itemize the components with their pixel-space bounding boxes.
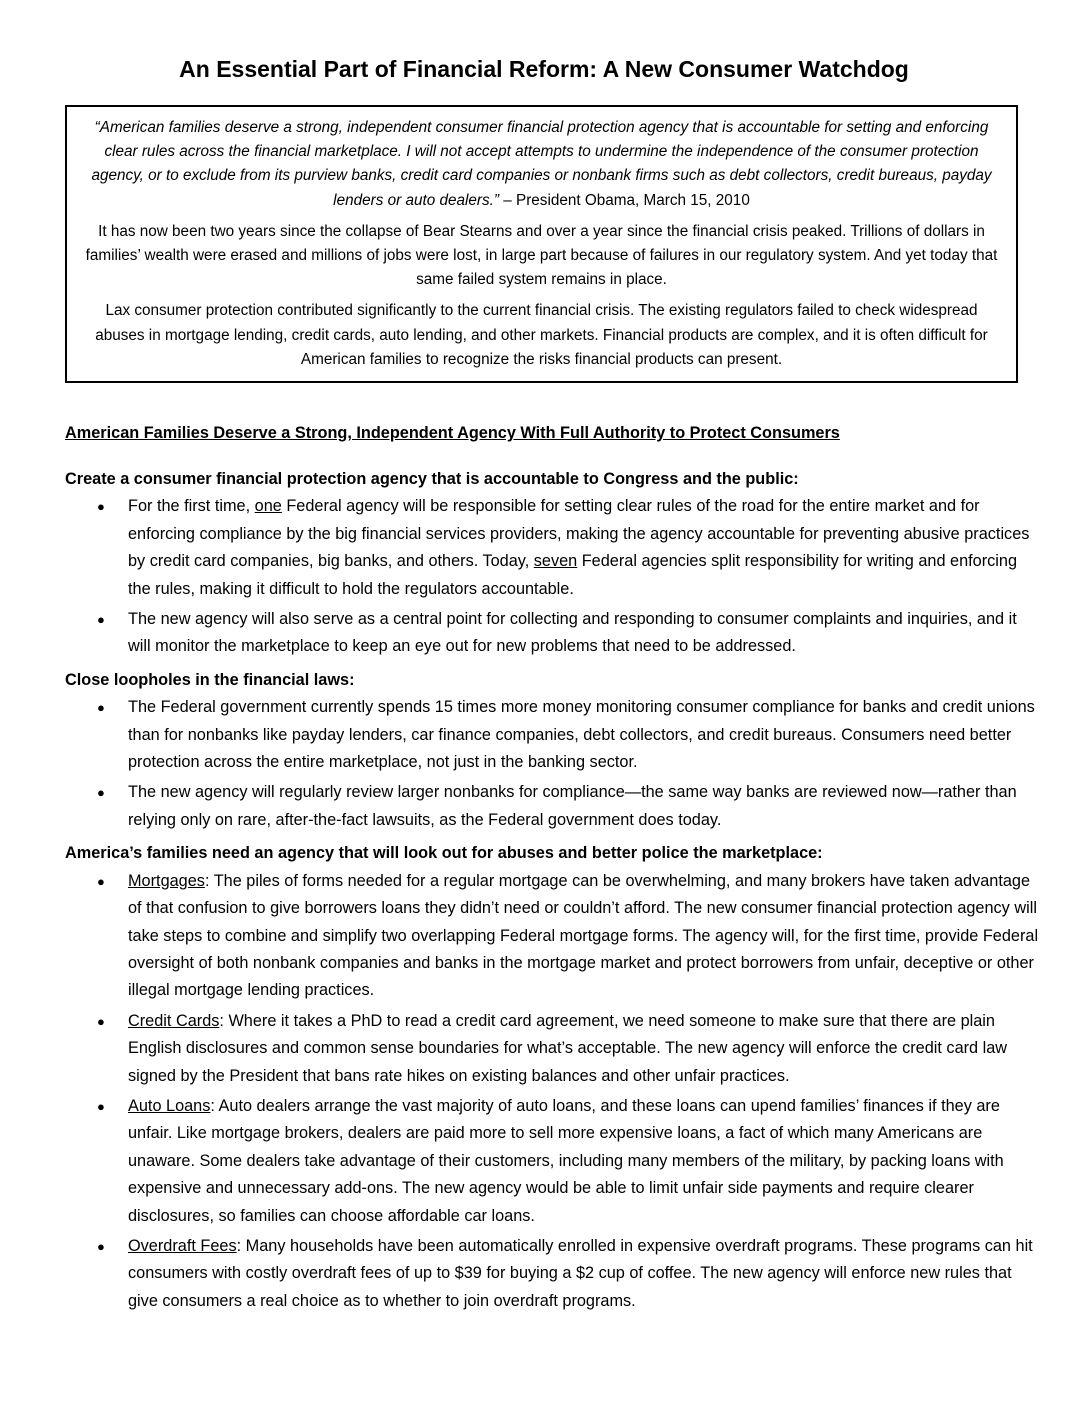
bullet-text: : Where it takes a PhD to read a credit card agreement, we need someone to make sure that there are plain English disclosures and common sense boundaries for what’s acceptable. The new agency will enforce the credit card law signed by the President that bans rate hikes on existing balances and other unfair practices. [128, 1011, 1008, 1085]
bullet-text: Federal agency will be responsible for setting clear rules of the road for the entire market and for enforcing compliance by the big financial services providers, making the agency accountable for preventing abusive practices by credit card companies, big banks, and others. Today, [128, 497, 1030, 571]
quote-attribution: – President Obama, March 15, 2010 [498, 191, 750, 209]
bullet-list-agency [65, 493, 1040, 660]
topic-label-credit-cards: Credit Cards [128, 1011, 220, 1030]
list-item [65, 606, 1040, 661]
page-title: An Essential Part of Financial Reform: A New Consumer Watchdog [179, 56, 909, 82]
intro-box [65, 105, 1018, 383]
subsection-heading-agency: Create a consumer financial protection agency that is accountable to Congress and the public: [65, 470, 799, 488]
list-item [65, 779, 1040, 834]
main-content [65, 466, 1040, 1321]
intro-paragraph-2: Lax consumer protection contributed significantly to the current financial crisis. The existing regulators failed to check widespread abuses in mortgage lending, credit cards, auto lending, and other markets. Financial products are complex, and it is often difficult for American families to recognize the risks financial products can present. [95, 302, 988, 368]
bullet-text: : The piles of forms needed for a regular mortgage can be overwhelming, and many brokers have taken advantage of that confusion to give borrowers loans they didn’t need or couldn’t afford. The new consumer financial protection agency will take steps to combine and simplify two overlapping Federal mortgage forms. The agency will, for the first time, provide Federal oversight of both nonbank companies and banks in the mortgage market and protect borrowers from unfair, deceptive or other illegal mortgage lending practices. [128, 871, 1039, 1000]
bullet-text: For the first time, [128, 497, 255, 516]
topic-label-auto-loans: Auto Loans [128, 1096, 211, 1115]
list-item [65, 493, 1040, 603]
list-item [65, 1233, 1040, 1315]
bullet-list-abuses [65, 868, 1040, 1316]
bullet-icon: ● [97, 499, 105, 515]
bullet-icon: ● [97, 1238, 105, 1254]
list-item [65, 868, 1040, 1005]
subsection-heading-abuses: America’s families need an agency that will look out for abuses and better police the marketplace: [65, 844, 823, 863]
bullet-text: : Many households have been automatically enrolled in expensive overdraft programs. These programs can hit consumers with costly overdraft fees of up to $39 for buying a $2 cup of coffee. The new agency will enforce new rules that give consumers a real choice as to whether to join overdraft programs. [128, 1236, 1033, 1310]
bullet-text: Federal agencies split responsibility for writing and enforcing the rules, making it difficult to hold the regulators accountable. [128, 552, 1018, 598]
intro-paragraph-1: It has now been two years since the collapse of Bear Stearns and over a year since the financial crisis peaked. Trillions of dollars in families’ wealth were erased and millions of jobs were lost, in large part because of failures in our regulatory system. And yet today that same failed system remains in place. [85, 222, 998, 289]
bullet-text: The new agency will also serve as a central point for collecting and responding to consumer complaints and inquiries, and it will monitor the marketplace to keep an eye out for new problems that need to be addressed. [128, 610, 1017, 656]
emphasis-seven: seven [533, 552, 578, 571]
bullet-icon: ● [97, 612, 105, 628]
subsection-heading-loopholes: Close loopholes in the financial laws: [65, 670, 355, 689]
list-item [65, 1093, 1040, 1230]
obama-quote [81, 116, 1002, 213]
topic-label-overdraft-fees: Overdraft Fees [128, 1236, 237, 1255]
bullet-list-loopholes [65, 694, 1040, 834]
bullet-text: : Auto dealers arrange the vast majority of auto loans, and these loans can upend families’ finances if they are unfair. Like mortgage brokers, dealers are paid more to sell more expensive loans, a fact of which many Americans are unaware. Some dealers take advantage of their customers, including many members of the military, by packing loans with expensive and unnecessary add-ons. The new agency would be able to limit unfair side payments and require clearer disclosures, so families can choose affordable car loans. [128, 1096, 1004, 1225]
bullet-icon: ● [97, 1098, 105, 1114]
bullet-icon: ● [97, 873, 105, 889]
bullet-icon: ● [97, 1013, 105, 1029]
emphasis-one: one [254, 497, 282, 516]
bullet-text: The new agency will regularly review larger nonbanks for compliance—the same way banks are reviewed now—rather than relying only on rare, after-the-fact lawsuits, as the Federal government does today. [128, 783, 1017, 829]
list-item [65, 1008, 1040, 1090]
bullet-icon: ● [97, 785, 105, 801]
list-item [65, 694, 1040, 776]
quote-text: “American families deserve a strong, independent consumer financial protection agency that is accountable for setting and enforcing clear rules across the financial marketplace. I will not accept attempts to undermine the independence of the consumer protection agency, or to exclude from its purview banks, credit card companies or nonbank firms such as debt collectors, credit bureaus, payday lenders or auto dealers.” [91, 119, 992, 209]
topic-label-mortgages: Mortgages [128, 871, 205, 890]
bullet-icon: ● [97, 700, 105, 716]
bullet-text: The Federal government currently spends 15 times more money monitoring consumer compliance for banks and credit unions than for nonbanks like payday lenders, car finance companies, debt collectors, and credit bureaus. Consumers need better protection across the entire marketplace, not just in the banking sector. [128, 698, 1035, 772]
section-title: American Families Deserve a Strong, Independent Agency With Full Authority to Protect Consumers [65, 424, 840, 442]
